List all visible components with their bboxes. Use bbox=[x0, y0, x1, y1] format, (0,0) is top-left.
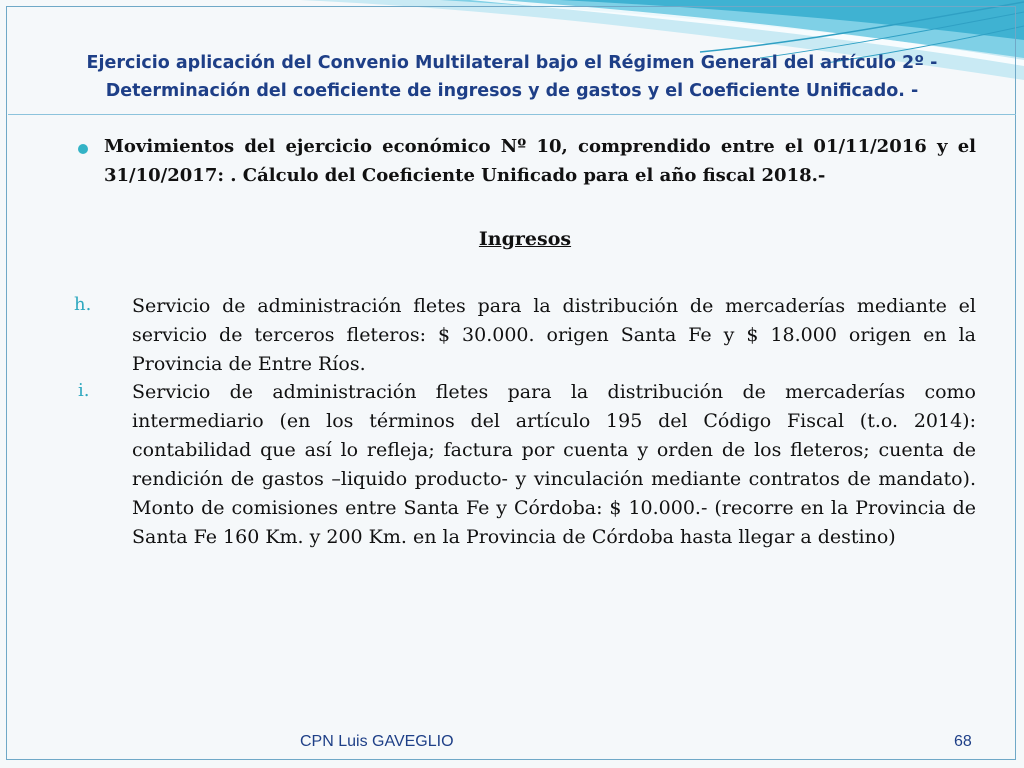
title-divider bbox=[8, 114, 1016, 115]
intro-paragraph: Movimientos del ejercicio económico Nº 10, comprendido entre el 01/11/2016 y el 31/10/2017: . Cálculo del Coeficiente Unificado para el año fiscal 2018.- bbox=[104, 136, 976, 186]
item-text-h: Servicio de administración fletes para la distribución de mercaderías mediante el servicio de terceros fleteros: $ 30.000. origen Santa Fe y $ 18.000 origen en la Provincia de Entre Ríos. bbox=[132, 295, 976, 375]
item-text-i: Servicio de administración fletes para la distribución de mercaderías como intermediario (en los términos del artículo 195 del Código Fiscal (t.o. 2014): contabilidad que así lo refleja; factura por cuenta y orden de los fleteros; cuenta de rendición de gastos –liquido producto- y vinculación mediante contratos de mandato). Monto de comisiones entre Santa Fe y Córdoba: $ 10.000.- (recorre en la Provincia de Santa Fe 160 Km. y 200 Km. en la Provincia de Córdoba hasta llegar a destino) bbox=[132, 381, 976, 548]
item-marker-h: h. bbox=[74, 294, 92, 315]
footer-author: CPN Luis GAVEGLIO bbox=[300, 733, 454, 750]
bullet-dot-icon bbox=[78, 144, 88, 154]
item-marker-i: i. bbox=[78, 380, 90, 401]
title-line-1: Ejercicio aplicación del Convenio Multilateral bajo el Régimen General del artículo 2º - bbox=[86, 53, 938, 73]
section-heading: Ingresos bbox=[478, 228, 572, 250]
page-number: 68 bbox=[954, 733, 972, 750]
title-line-2: Determinación del coeficiente de ingresos y de gastos y el Coeficiente Unificado. - bbox=[105, 81, 919, 101]
